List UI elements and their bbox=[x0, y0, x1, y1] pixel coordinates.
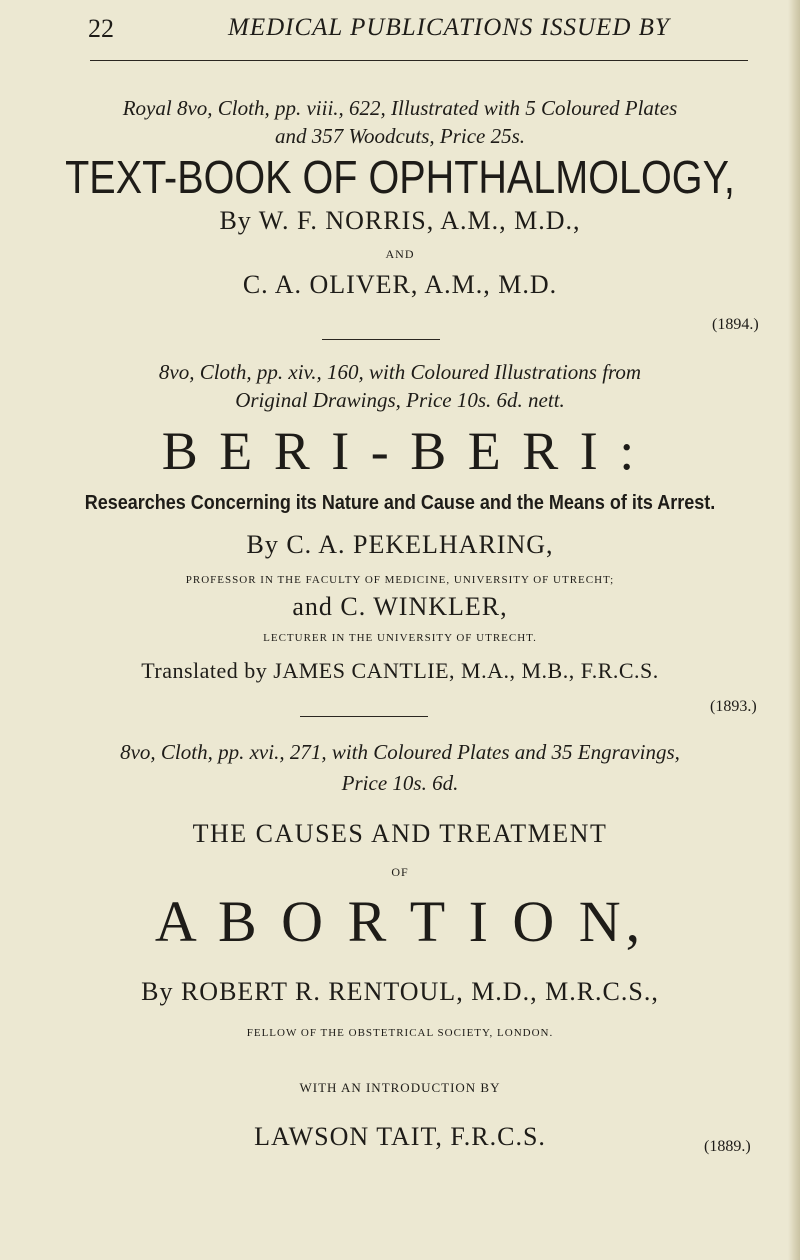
entry-2-title: B E R I - B E R I : bbox=[161, 421, 639, 481]
entry-1-coauthor: C. A. OLIVER, A.M., M.D. bbox=[242, 270, 558, 299]
entry-3-format-line-2: Price 10s. 6d. bbox=[341, 771, 459, 795]
entry-1-separator bbox=[322, 339, 440, 340]
entry-2-separator bbox=[300, 716, 428, 717]
entry-1-year: (1894.) bbox=[712, 316, 759, 333]
entry-1-and: AND bbox=[385, 247, 415, 261]
entry-2-author-affiliation: PROFESSOR IN THE FACULTY OF MEDICINE, UNIVERSITY OF UTRECHT; bbox=[185, 574, 615, 586]
header-rule bbox=[90, 60, 748, 61]
entry-2-format-line-1: 8vo, Cloth, pp. xiv., 160, with Coloured Illustrations from bbox=[158, 360, 642, 384]
entry-3-intro-line: WITH AN INTRODUCTION BY bbox=[299, 1080, 501, 1095]
entry-2-coauthor-affiliation: LECTURER IN THE UNIVERSITY OF UTRECHT. bbox=[263, 632, 537, 644]
entry-3-intro-author: LAWSON TAIT, F.R.C.S. bbox=[254, 1122, 546, 1151]
entry-1-author: By W. F. NORRIS, A.M., M.D., bbox=[219, 206, 581, 235]
entry-1-format-line-2: and 357 Woodcuts, Price 25s. bbox=[274, 124, 526, 148]
entry-1-format-line-1: Royal 8vo, Cloth, pp. viii., 622, Illustrated with 5 Coloured Plates bbox=[122, 96, 678, 120]
entry-3-format-line-1: 8vo, Cloth, pp. xvi., 271, with Coloured Plates and 35 Engravings, bbox=[120, 740, 680, 764]
entry-2-year: (1893.) bbox=[710, 698, 757, 715]
entry-3-title-line-2: A B O R T I O N, bbox=[154, 889, 646, 954]
page-number: 22 bbox=[88, 14, 114, 43]
entry-3-of: OF bbox=[391, 865, 409, 879]
running-title: MEDICAL PUBLICATIONS ISSUED BY bbox=[228, 14, 670, 41]
entry-1-title: TEXT-BOOK OF OPHTHALMOLOGY, bbox=[65, 151, 735, 203]
entry-3-title-line-1: THE CAUSES AND TREATMENT bbox=[192, 819, 608, 848]
page-edge bbox=[788, 0, 800, 1260]
entry-3-author: By ROBERT R. RENTOUL, M.D., M.R.C.S., bbox=[141, 977, 659, 1006]
entry-3-author-affiliation: FELLOW OF THE OBSTETRICAL SOCIETY, LONDON. bbox=[246, 1027, 554, 1039]
entry-2-subtitle: Researches Concerning its Nature and Cause and the Means of its Arrest. bbox=[84, 492, 716, 514]
entry-2-author: By C. A. PEKELHARING, bbox=[246, 530, 554, 559]
entry-2-translator: Translated by JAMES CANTLIE, M.A., M.B., F.R.C.S. bbox=[141, 658, 659, 683]
entry-2-coauthor: and C. WINKLER, bbox=[292, 592, 508, 621]
entry-3-year: (1889.) bbox=[704, 1138, 751, 1155]
entry-2-format-line-2: Original Drawings, Price 10s. 6d. nett. bbox=[235, 388, 565, 412]
